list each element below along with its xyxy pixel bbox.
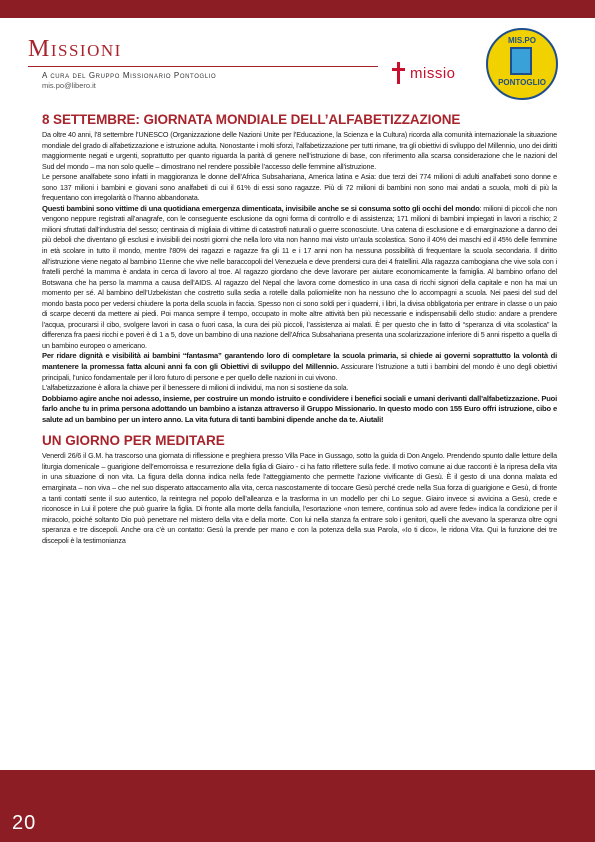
article1-paragraph-3 <box>42 204 557 352</box>
article1-p4-text: Assicurare l’istruzione a tutti i bambini del mondo è uno degli obiettivi principali, l’unico fondamentale per il loro futuro di persone e per quello delle nazioni in cui vivono. <box>42 362 557 382</box>
article-content <box>42 112 557 546</box>
article1-paragraph-6-appeal: Dobbiamo agire anche noi adesso, insieme, per costruire un mondo istruito e condividere i benefici sociali e umani derivanti dall’alfabetizzazione. Puoi farlo anche tu in prima persona adottando un bambino a istanza attraverso il Gruppo Missionario. In questo modo con 155 Euro offri istruzione, cibo e salute ad un bambino per un intero anno. La vita futura di tanti bambini dipende anche da te. Aiutali! <box>42 393 557 424</box>
mispo-pontoglio-logo <box>486 28 558 100</box>
mispo-logo-bottom-text: PONTOGLIO <box>498 78 546 87</box>
contact-email: mis.po@libero.it <box>42 81 96 90</box>
page-number: 20 <box>12 812 37 834</box>
article1-paragraph-2: Le persone analfabete sono infatti in maggioranza le donne dell’Africa Subsahariana, America latina e Asia: due terzi dei 774 milioni di adulti analfabeti sono donne e sono 137 milioni i bambini e giovani sono analfabeti di cui il 61% di essi sono ragazze. Più di 72 milioni di bambini non sono mai andati a scuola, molti di più la frequentano con irregolarità o l’hanno abbandonata. <box>42 172 557 203</box>
article1-p4-bold: Per ridare dignità e visibilità ai bambini “fantasma” garantendo loro di completare la scuola primaria, si chiede ai governi soprattutto la volontà di mantenere la promessa fatta alcuni anni fa con gli Obiettivi di sviluppo del Millennio. <box>42 351 557 372</box>
byline: A cura del Gruppo Missionario Pontoglio <box>42 71 217 80</box>
top-color-band <box>0 0 595 18</box>
article1-paragraph-5: L’alfabetizzazione è allora la chiave per il benessere di milioni di individui, ma non si sostiene da sola. <box>42 383 349 393</box>
article2-paragraph-1: Venerdì 26/6 il G.M. ha trascorso una giornata di riflessione e preghiera presso Villa Pace in Gussago, sotto la guida di Don Angelo. Prendendo spunto dalle letture della liturgia domenicale – guarigione dell’emorroissa e resurrezione della figlia di Giairo - ci ha fatto riflettere sulla fede. Il motivo comune ai due racconti è la ripresa della vita in una situazione di non vita. La figura della donna indica nella fede l’atteggiamento che permette l’azione vivificante di Gesù. È il gesto di una donna malata ed emarginata – non viva – che nel suo disperato attaccamento alla vita, cerca nascostamente di toccare Gesù perché crede nella Sua forza di guarigione e Gesù, di fronte a tanti contatti sente il suo autentico, la reintegra nel popolo dell’alleanza e la trasforma in un modello per chi Lo segue. Giairo invece si avvicina a Gesù, crede e riconosce in Lui il potere che può guarire la figlia. Di fronte alla morte della fanciulla, l’esortazione «non temere, continua solo ad avere fede» indica la condizione per il miracolo, poiché soltanto Dio può penetrare nel mistero della vita e della morte. Con lui nella stanza fa entrare solo i genitori, quelli che avevano la speranza oltre ogni speranza e tre discepoli. Anche ora c’è un contatto: Gesù la prende per mano e con la potenza della sua Parola, «Io ti dico», le ridona Vita. Qui la funzione dei tre discepoli è la testimonianza <box>42 451 557 545</box>
article1-p3-bold: Questi bambini sono vittime di una quotidiana emergenza dimenticata, invisibile anche se si consuma sotto gli occhi del mondo <box>42 203 480 213</box>
article-title-meditare: UN GIORNO PER MEDITARE <box>42 433 225 449</box>
section-title: Missioni <box>28 36 122 62</box>
door-icon <box>510 47 532 75</box>
mispo-logo-top-text: MIS.PO <box>507 36 536 45</box>
missio-logo <box>392 58 470 88</box>
missio-logo-text: missio <box>410 64 456 82</box>
article-title-alfabetizzazione: 8 SETTEMBRE: GIORNATA MONDIALE DELL’ALFABETIZZAZIONE <box>42 112 461 127</box>
title-divider <box>28 66 378 67</box>
article1-p3-text: : milioni di piccoli che non vengono neppure registrati all’anagrafe, con le conseguente esclusione da ogni forma di controllo e di assistenza; 171 milioni di bambini impiegati in lavori a rischio; 2 milioni sfruttati dall’industria del sesso; centinaia di migliaia di vittime di catastrofi naturali o guerre sconosciute. Una catena di esclusione e di emarginazione a danno dei più deboli che diventano gli esclusi e invisibili dei nostri giorni che nella loro vita non hanno mai visto un’aula scolastica. Sono il 40% dei maschi ed il 45% delle femmine in età scolare in tutto il mondo, mentre l’80% dei ragazzi e ragazze fra gli 11 e i 17 anni non ha nessuna possibilità di frequentare la scuola secondaria. Il diritto all’istruzione viene negato al bambino 11enne che vive nelle baraccopoli del Venezuela e deve prendersi cura dei 4 fratellini. Alla ragazza cambogiana che vive sola con i fratelli perché la mamma è andata in cerca di lavoro al troe. Al ragazzo giordano che deve lavorare per aiutare economicamente la famiglia. Al bambino orfano del Botswana che ha perso la mamma a causa dell’AIDS. Al ragazzo del Nepal che lavora come domestico in una casa di ricchi signori della capitale e non ha mai un momento per sé. Al bambino dell’Uzbekistan che costretto sulla sedia a rotelle dalla poliomielite non ha nessuno che lo accompagni a scuola. Nei paesi del sud del mondo basta poco per vedersi chiudere la porta della scuola in faccia. Spesso non ci sono soldi per i quaderni, i libri, la divisa obbligatoria per entrare in classe o un paio di scarpe decenti da mettere ai piedi. Poi manca sempre il tempo, occupato in molte altre attività ben più necessarie e indispensabili dello studio: andare a prendere l’acqua, procurarsi il cibo, svolgere lavori in casa o fuori casa, la cura dei più piccoli, l’assistenza ai malati. È per questo che in fatto di “speranza di vita scolastica” la differenza fra paesi ricchi e poveri è di 1 a 5, dove un bambino di una nazione dell’Africa Subsahariana presenta una scolarizzazione inferiore di 5 anni rispetto a quella di un bambino europeo o americano. <box>42 203 557 350</box>
missio-cross-icon <box>392 62 406 84</box>
article1-paragraph-4 <box>42 351 557 383</box>
article1-paragraph-1: Da oltre 40 anni, l’8 settembre l’UNESCO (Organizzazione delle Nazioni Unite per l’Educazione, la Scienza e la Cultura) ricorda alla comunità internazionale la situazione mondiale del grado di alfabetizzazione e istruzione adulta. Nonostante i molti sforzi, l’alfabetizzazione per tutti rimane, tra gli obiettivi di sviluppo del Millennio, uno dei diritti maggiormente negati e urgenti, soprattutto per quanto riguarda la parità di genere nell’istruzione di base, con riferimento alla scarsa considerazione che le nazioni del Sud del mondo – ma non solo quelle – dimostrano nel rendere possibile l’accesso delle femmine all’istruzione. <box>42 130 557 171</box>
footer-color-band <box>0 770 595 842</box>
